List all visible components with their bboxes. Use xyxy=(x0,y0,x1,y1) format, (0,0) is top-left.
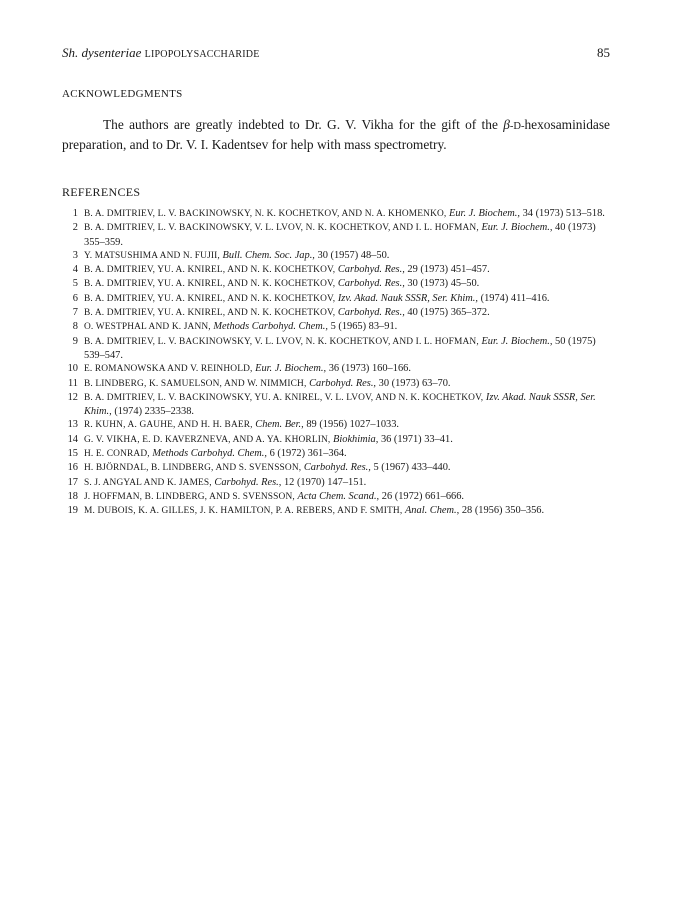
reference-details: 5 (1965) 83–91. xyxy=(330,321,398,333)
reference-number: 5 xyxy=(72,278,78,290)
reference-journal: Carbohyd. Res., xyxy=(337,307,405,319)
reference-details: 40 (1973) 355–359. xyxy=(84,222,596,248)
reference-authors: J. HOFFMAN, B. LINDBERG, AND S. SVENSSON, xyxy=(84,491,295,502)
reference-number: 2 xyxy=(72,222,78,234)
running-title xyxy=(62,45,260,63)
reference-details: 89 (1956) 1027–1033. xyxy=(306,419,400,431)
reference-journal: Chem. Ber., xyxy=(255,419,304,431)
reference-number: 13 xyxy=(67,419,78,431)
reference-number: 16 xyxy=(67,462,78,474)
reference-number: 12 xyxy=(67,391,78,403)
reference-authors: O. WESTPHAL AND K. JANN, xyxy=(84,322,211,333)
reference-authors: B. A. DMITRIEV, L. V. BACKINOWSKY, N. K. KOCHETKOV, AND N. A. KHOMENKO, xyxy=(84,209,447,219)
reference-authors: B. A. DMITRIEV, L. V. BACKINOWSKY, V. L. LVOV, N. K. KOCHETKOV, AND I. L. HOFMAN, xyxy=(84,223,479,234)
reference-journal: Carbohyd. Res., xyxy=(337,278,405,290)
reference-details: 12 (1970) 147–151. xyxy=(283,476,367,488)
reference-number: 9 xyxy=(72,335,78,347)
reference-journal: Anal. Chem., xyxy=(404,505,460,517)
reference-number: 10 xyxy=(67,363,78,375)
reference-journal: Izv. Akad. Nauk SSSR, Ser. Khim., xyxy=(84,391,596,418)
ack-text-greek: β xyxy=(503,117,510,132)
reference-item xyxy=(62,207,610,221)
reference-authors: S. J. ANGYAL AND K. JAMES, xyxy=(84,477,212,488)
reference-journal: Carbohyd. Res., xyxy=(337,264,405,276)
reference-item xyxy=(62,263,610,277)
reference-authors: R. KUHN, A. GAUHE, AND H. H. BAER, xyxy=(84,420,253,431)
reference-item xyxy=(62,221,610,249)
reference-details: 50 (1975) 539–547. xyxy=(84,335,596,361)
reference-item xyxy=(62,461,610,475)
reference-item xyxy=(62,277,610,291)
reference-authors: B. LINDBERG, K. SAMUELSON, AND W. NIMMICH, xyxy=(84,378,307,389)
reference-details: 34 (1973) 513–518. xyxy=(522,208,605,219)
reference-item xyxy=(62,391,610,419)
reference-item xyxy=(62,335,610,363)
reference-journal: Carbohyd. Res., xyxy=(309,377,377,389)
reference-journal: Acta Chem. Scand., xyxy=(297,490,380,502)
ack-text-smallcaps: -D- xyxy=(509,121,525,132)
reference-details: 30 (1957) 48–50. xyxy=(317,249,390,261)
reference-authors: M. DUBOIS, K. A. GILLES, J. K. HAMILTON, P. A. REBERS, AND F. SMITH, xyxy=(84,506,403,517)
reference-number: 11 xyxy=(67,377,78,389)
reference-number: 4 xyxy=(72,264,78,276)
running-title-species: Sh. dysenteriae xyxy=(62,45,142,60)
page-number: 85 xyxy=(597,45,610,60)
reference-number: 6 xyxy=(72,292,78,304)
reference-details: 6 (1972) 361–364. xyxy=(269,448,347,460)
reference-journal: Methods Carbohyd. Chem., xyxy=(213,321,328,333)
reference-details: (1974) 2335–2338. xyxy=(114,406,194,418)
running-head xyxy=(62,45,610,65)
references-heading: REFERENCES xyxy=(62,185,141,199)
reference-number: 7 xyxy=(72,307,78,319)
reference-item xyxy=(62,306,610,320)
reference-journal: Eur. J. Biochem., xyxy=(255,363,327,375)
ack-text-part2: hexosaminidase preparation, and to Dr. V. I. Kadentsev for help with mass spectrometry. xyxy=(62,117,610,152)
reference-item xyxy=(62,292,610,306)
reference-item xyxy=(62,433,610,447)
reference-authors: G. V. VIKHA, E. D. KAVERZNEVA, AND A. YA. KHORLIN, xyxy=(84,434,331,445)
reference-item xyxy=(62,447,610,461)
reference-item xyxy=(62,249,610,263)
reference-number: 14 xyxy=(67,433,78,445)
reference-number: 8 xyxy=(72,321,78,333)
reference-details: 29 (1973) 451–457. xyxy=(407,264,490,276)
reference-details: 26 (1972) 661–666. xyxy=(381,490,465,502)
running-title-rest: LIPOPOLYSACCHARIDE xyxy=(144,49,260,60)
reference-journal: Bull. Chem. Soc. Jap., xyxy=(222,249,315,261)
reference-authors: B. A. DMITRIEV, YU. A. KNIREL, AND N. K. KOCHETKOV, xyxy=(84,293,336,304)
reference-details: 30 (1973) 63–70. xyxy=(378,377,451,389)
reference-item xyxy=(62,504,610,518)
reference-number: 15 xyxy=(67,448,78,460)
reference-journal: Carbohyd. Res., xyxy=(303,462,371,474)
reference-item xyxy=(62,320,610,334)
reference-journal: Izv. Akad. Nauk SSSR, Ser. Khim., xyxy=(337,292,479,304)
acknowledgments-heading: ACKNOWLEDGMENTS xyxy=(62,88,183,100)
reference-details: 36 (1971) 33–41. xyxy=(380,433,453,445)
reference-authors: B. A. DMITRIEV, YU. A. KNIREL, AND N. K. KOCHETKOV, xyxy=(84,265,336,276)
reference-number: 18 xyxy=(67,490,78,502)
reference-journal: Eur. J. Biochem., xyxy=(481,222,553,234)
references-list xyxy=(62,207,610,519)
reference-authors: H. BJÖRNDAL, B. LINDBERG, AND S. SVENSSON, xyxy=(84,463,302,474)
reference-journal: Methods Carbohyd. Chem., xyxy=(152,448,267,460)
reference-details: 36 (1973) 160–166. xyxy=(328,363,411,375)
reference-details: 40 (1975) 365–372. xyxy=(407,307,490,319)
reference-details: 28 (1956) 350–356. xyxy=(461,505,545,517)
reference-item xyxy=(62,418,610,432)
reference-authors: B. A. DMITRIEV, YU. A. KNIREL, AND N. K. KOCHETKOV, xyxy=(84,279,336,290)
reference-journal: Biokhimia, xyxy=(333,433,379,445)
reference-number: 19 xyxy=(67,505,78,517)
reference-item xyxy=(62,490,610,504)
reference-item xyxy=(62,362,610,376)
reference-details: 30 (1973) 45–50. xyxy=(407,278,480,290)
reference-authors: Y. MATSUSHIMA AND N. FUJII, xyxy=(84,250,220,261)
reference-authors: B. A. DMITRIEV, L. V. BACKINOWSKY, YU. A. KNIREL, V. L. LVOV, AND N. K. KOCHETKOV, xyxy=(84,392,484,403)
reference-authors: E. ROMANOWSKA AND V. REINHOLD, xyxy=(84,364,253,375)
reference-details: 5 (1967) 433–440. xyxy=(373,462,451,474)
reference-number: 1 xyxy=(72,208,78,219)
reference-details: (1974) 411–416. xyxy=(480,292,550,304)
reference-item xyxy=(62,377,610,391)
reference-number: 3 xyxy=(72,249,78,261)
reference-journal: Eur. J. Biochem., xyxy=(449,208,520,219)
reference-item xyxy=(62,476,610,490)
reference-journal: Eur. J. Biochem., xyxy=(481,335,553,347)
acknowledgments-text xyxy=(62,116,610,154)
reference-authors: H. E. CONRAD, xyxy=(84,449,150,460)
reference-number: 17 xyxy=(67,476,78,488)
reference-authors: B. A. DMITRIEV, L. V. BACKINOWSKY, V. L. LVOV, N. K. KOCHETKOV, AND I. L. HOFMAN, xyxy=(84,336,479,347)
ack-text-part1: The authors are greatly indebted to Dr. G. V. Vikha for the gift of the xyxy=(103,117,504,132)
reference-authors: B. A. DMITRIEV, YU. A. KNIREL, AND N. K. KOCHETKOV, xyxy=(84,308,336,319)
reference-journal: Carbohyd. Res., xyxy=(214,476,282,488)
